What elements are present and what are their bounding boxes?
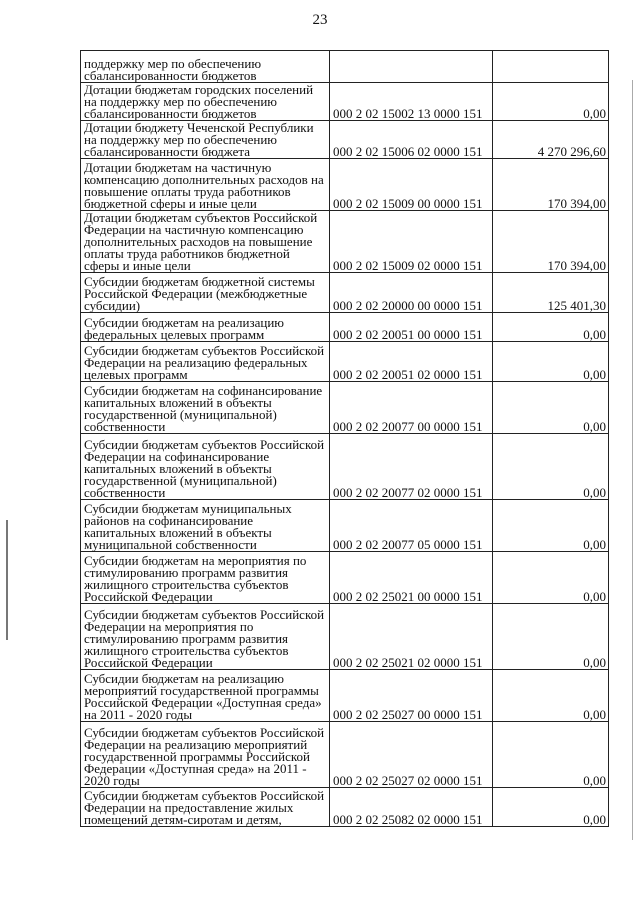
row-code-cell <box>330 51 493 83</box>
table-row <box>81 500 609 552</box>
row-name-cell: поддержку мер по обеспечению сбалансированности бюджетов <box>81 51 330 83</box>
table-body <box>81 51 609 827</box>
table-row <box>81 552 609 604</box>
row-code-cell: 000 2 02 15002 13 0000 151 <box>330 83 493 121</box>
page-number: 23 <box>312 12 328 28</box>
row-name-cell: Дотации бюджетам на частичную компенсацию дополнительных расходов на повышение оплаты труда работников бюджетной сферы и иные цели <box>81 159 330 211</box>
budget-revenue-table <box>80 50 609 827</box>
table-row <box>81 273 609 313</box>
row-amount-cell: 0,00 <box>493 382 609 434</box>
row-code-cell: 000 2 02 20000 00 0000 151 <box>330 273 493 313</box>
table-row <box>81 342 609 382</box>
row-name-cell: Субсидии бюджетам на реализацию мероприятий государственной программы Российской Федерации «Доступная среда» на 2011 - 2020 годы <box>81 670 330 722</box>
row-amount-cell: 170 394,00 <box>493 211 609 273</box>
row-name-cell: Субсидии бюджетам субъектов Российской Федерации на реализацию федеральных целевых программ <box>81 342 330 382</box>
table-row <box>81 604 609 670</box>
row-name-cell: Субсидии бюджетам на софинансирование капитальных вложений в объекты государственной (муниципальной) собственности <box>81 382 330 434</box>
row-amount-cell: 125 401,30 <box>493 273 609 313</box>
row-amount-cell: 0,00 <box>493 342 609 382</box>
row-amount-cell <box>493 51 609 83</box>
row-amount-cell: 170 394,00 <box>493 159 609 211</box>
row-name-cell: Субсидии бюджетам на реализацию федеральных целевых программ <box>81 313 330 342</box>
row-amount-cell: 0,00 <box>493 313 609 342</box>
table-row <box>81 313 609 342</box>
row-name-cell: Субсидии бюджетам субъектов Российской Федерации на предоставление жилых помещений детям-сиротам и детям, <box>81 788 330 827</box>
row-name-cell: Субсидии бюджетам субъектов Российской Федерации на реализацию мероприятий государственной программы Российской Федерации «Доступная среда» на 2011 - 2020 годы <box>81 722 330 788</box>
row-amount-cell: 0,00 <box>493 604 609 670</box>
row-amount-cell: 0,00 <box>493 552 609 604</box>
row-name-cell: Субсидии бюджетам муниципальных районов на софинансирование капитальных вложений в объекты муниципальной собственности <box>81 500 330 552</box>
table-row <box>81 211 609 273</box>
row-amount-cell: 0,00 <box>493 670 609 722</box>
row-code-cell: 000 2 02 20077 00 0000 151 <box>330 382 493 434</box>
table-row <box>81 159 609 211</box>
row-code-cell: 000 2 02 15006 02 0000 151 <box>330 121 493 159</box>
table-row <box>81 121 609 159</box>
table-row <box>81 788 609 827</box>
row-code-cell: 000 2 02 25082 02 0000 151 <box>330 788 493 827</box>
table-row <box>81 382 609 434</box>
row-name-cell: Субсидии бюджетам на мероприятия по стимулированию программ развития жилищного строительства субъектов Российской Федерации <box>81 552 330 604</box>
row-amount-cell: 0,00 <box>493 788 609 827</box>
row-name-cell: Дотации бюджетам субъектов Российской Федерации на частичную компенсацию дополнительных расходов на повышение оплаты труда работников бюджетной сферы и иные цели <box>81 211 330 273</box>
row-name-cell: Субсидии бюджетам субъектов Российской Федерации на софинансирование капитальных вложений в объекты государственной (муниципальной) собственности <box>81 434 330 500</box>
row-amount-cell: 4 270 296,60 <box>493 121 609 159</box>
table-row <box>81 722 609 788</box>
row-amount-cell: 0,00 <box>493 83 609 121</box>
row-name-cell: Дотации бюджетам городских поселений на поддержку мер по обеспечению сбалансированности бюджетов <box>81 83 330 121</box>
table-row <box>81 670 609 722</box>
row-code-cell: 000 2 02 20077 05 0000 151 <box>330 500 493 552</box>
row-name-cell: Дотации бюджету Чеченской Республики на поддержку мер по обеспечению сбалансированности бюджета <box>81 121 330 159</box>
row-amount-cell: 0,00 <box>493 722 609 788</box>
row-code-cell: 000 2 02 25027 02 0000 151 <box>330 722 493 788</box>
row-code-cell: 000 2 02 25027 00 0000 151 <box>330 670 493 722</box>
scan-edge-mark-right <box>632 80 633 840</box>
row-amount-cell: 0,00 <box>493 434 609 500</box>
row-code-cell: 000 2 02 25021 00 0000 151 <box>330 552 493 604</box>
row-code-cell: 000 2 02 25021 02 0000 151 <box>330 604 493 670</box>
table-row <box>81 51 609 83</box>
row-code-cell: 000 2 02 15009 00 0000 151 <box>330 159 493 211</box>
scan-edge-mark-left <box>6 520 8 640</box>
row-name-cell: Субсидии бюджетам субъектов Российской Федерации на мероприятия по стимулированию программ развития жилищного строительства субъектов Российской Федерации <box>81 604 330 670</box>
row-code-cell: 000 2 02 20077 02 0000 151 <box>330 434 493 500</box>
row-code-cell: 000 2 02 20051 02 0000 151 <box>330 342 493 382</box>
row-amount-cell: 0,00 <box>493 500 609 552</box>
row-code-cell: 000 2 02 15009 02 0000 151 <box>330 211 493 273</box>
row-name-cell: Субсидии бюджетам бюджетной системы Российской Федерации (межбюджетные субсидии) <box>81 273 330 313</box>
table-row <box>81 434 609 500</box>
table-row <box>81 83 609 121</box>
row-code-cell: 000 2 02 20051 00 0000 151 <box>330 313 493 342</box>
